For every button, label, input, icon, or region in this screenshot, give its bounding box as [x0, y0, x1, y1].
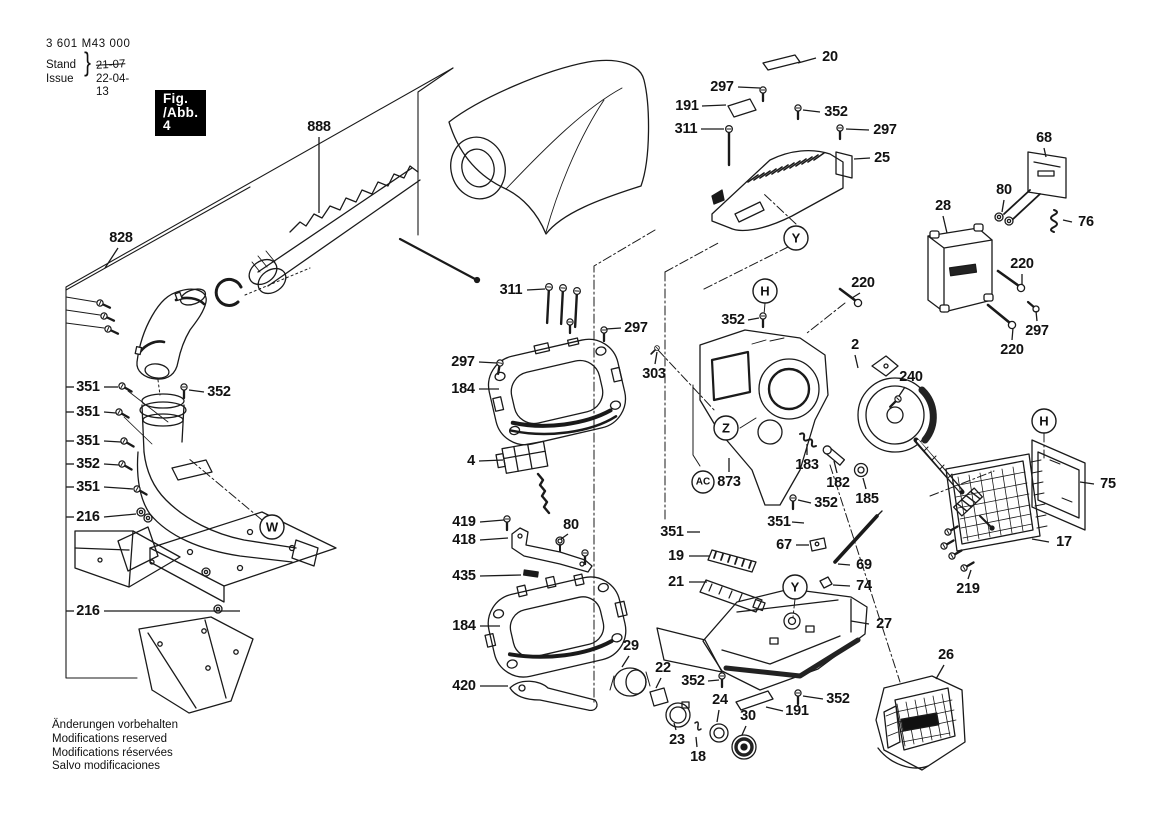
part-label-2: 2 — [851, 337, 859, 353]
part-label-351: 351 — [76, 379, 100, 395]
part-label-435: 435 — [452, 568, 476, 584]
part-label-22: 22 — [655, 660, 671, 676]
callout-AC — [692, 471, 714, 493]
part-label-28: 28 — [935, 198, 951, 214]
part-label-352: 352 — [76, 456, 100, 472]
part-label-67: 67 — [776, 537, 792, 553]
leader-line — [480, 520, 504, 522]
svg-text:Y: Y — [790, 579, 800, 595]
leader-line — [798, 58, 816, 63]
svg-text:Y: Y — [791, 230, 801, 246]
part-label-352: 352 — [207, 384, 231, 400]
notice-en: Modifications reserved — [52, 732, 168, 745]
leader-line — [480, 538, 508, 540]
part-label-184: 184 — [452, 618, 476, 634]
part-label-19: 19 — [668, 548, 684, 564]
leader-line — [846, 129, 869, 130]
part-label-26: 26 — [938, 647, 954, 663]
svg-text:H: H — [760, 283, 770, 299]
part-label-352: 352 — [681, 673, 705, 689]
part-label-311: 311 — [499, 282, 523, 298]
leader-line — [803, 110, 820, 112]
part-label-4: 4 — [467, 453, 475, 469]
notice-de: Änderungen vorbehalten — [52, 719, 178, 731]
leader-line — [803, 696, 823, 699]
leader-line — [622, 656, 629, 667]
leader-line — [834, 461, 837, 473]
part-label-191: 191 — [785, 703, 809, 719]
part-label-219: 219 — [956, 581, 980, 597]
part-label-351: 351 — [767, 514, 791, 530]
part-label-23: 23 — [669, 732, 685, 748]
part-label-352: 352 — [721, 312, 745, 328]
leader-line — [655, 352, 657, 364]
leader-line — [674, 723, 676, 730]
notice-es: Salvo modificaciones — [52, 760, 161, 773]
part-label-297: 297 — [451, 354, 475, 370]
part-label-74: 74 — [856, 578, 872, 594]
leader-line — [863, 478, 866, 489]
leader-line — [656, 678, 661, 688]
leader-line — [968, 570, 971, 579]
leader-line — [1012, 328, 1013, 340]
part-label-873: 873 — [717, 474, 741, 490]
part-label-80: 80 — [996, 182, 1012, 198]
part-label-29: 29 — [623, 638, 639, 654]
part-label-420: 420 — [452, 678, 476, 694]
leader-line — [838, 564, 850, 565]
title-block — [46, 38, 199, 133]
issue-date: 22-04-13 — [96, 72, 130, 98]
part-label-240: 240 — [899, 369, 923, 385]
leader-line — [833, 585, 850, 586]
svg-text:H: H — [1039, 413, 1049, 429]
part-label-828: 828 — [109, 230, 133, 246]
leader-line — [1002, 200, 1004, 212]
revision-block — [46, 47, 199, 133]
revision-brace: } — [84, 47, 91, 77]
leader-line — [742, 726, 746, 735]
callout-H — [753, 279, 777, 303]
leader-line — [717, 710, 719, 722]
callout-W — [260, 515, 284, 539]
part-label-216: 216 — [76, 603, 100, 619]
leader-line — [1036, 311, 1037, 321]
leader-line — [606, 328, 621, 329]
part-label-351: 351 — [76, 433, 100, 449]
part-label-297: 297 — [1025, 323, 1049, 339]
leader-line — [561, 534, 568, 539]
leader-line — [1080, 482, 1094, 484]
part-label-191: 191 — [675, 98, 699, 114]
part-label-419: 419 — [452, 514, 476, 530]
leader-line — [527, 289, 545, 290]
document-number: 3 601 M43 000 — [46, 38, 131, 50]
part-label-352: 352 — [814, 495, 838, 511]
svg-text:AC: AC — [695, 476, 711, 488]
part-label-27: 27 — [876, 616, 892, 632]
part-label-183: 183 — [795, 457, 819, 473]
part-label-297: 297 — [624, 320, 648, 336]
part-label-352: 352 — [824, 104, 848, 120]
part-label-18: 18 — [690, 749, 706, 765]
part-label-216: 216 — [76, 509, 100, 525]
notice-fr: Modifications réservées — [52, 746, 173, 759]
leader-line — [105, 248, 118, 268]
leader-line — [943, 216, 947, 233]
leader-line — [854, 158, 870, 159]
leader-line — [104, 514, 136, 517]
issue-label: Issue — [46, 72, 74, 85]
leader-line — [1063, 220, 1072, 222]
leader-line — [104, 464, 119, 465]
leader-line — [748, 318, 759, 320]
leader-line — [189, 390, 204, 392]
part-label-68: 68 — [1036, 130, 1052, 146]
part-label-351: 351 — [660, 524, 684, 540]
part-label-351: 351 — [76, 404, 100, 420]
leader-line — [104, 441, 121, 442]
part-label-418: 418 — [452, 532, 476, 548]
leader-line — [104, 487, 133, 489]
leader-line — [708, 680, 719, 681]
stand-label: Stand — [46, 59, 77, 71]
part-label-17: 17 — [1056, 534, 1072, 550]
leader-line — [852, 293, 860, 298]
leader-line — [855, 355, 858, 368]
part-label-76: 76 — [1078, 214, 1094, 230]
part-label-25: 25 — [874, 150, 890, 166]
part-label-30: 30 — [740, 708, 756, 724]
svg-text:W: W — [265, 519, 279, 535]
old-revision-date: 21-07 — [95, 58, 126, 72]
leader-line — [1032, 539, 1049, 542]
leader-line — [738, 87, 760, 88]
part-label-24: 24 — [712, 692, 728, 708]
figure-number-box: Fig. /Abb. 4 — [155, 90, 206, 136]
part-label-297: 297 — [710, 79, 734, 95]
leader-line — [899, 387, 905, 396]
part-label-220: 220 — [1010, 256, 1034, 272]
leader-line — [1044, 148, 1046, 157]
leader-line — [766, 707, 783, 711]
part-label-351: 351 — [76, 479, 100, 495]
leader-line — [851, 621, 869, 624]
part-label-220: 220 — [851, 275, 875, 291]
part-label-20: 20 — [822, 49, 838, 65]
callout-Z — [714, 416, 738, 440]
leader-line — [936, 665, 944, 679]
part-label-352: 352 — [826, 691, 850, 707]
part-label-182: 182 — [826, 475, 850, 491]
modification-notice — [52, 719, 178, 774]
part-label-185: 185 — [855, 491, 879, 507]
part-label-80: 80 — [563, 517, 579, 533]
part-label-888: 888 — [307, 119, 331, 135]
leader-line — [798, 500, 811, 503]
part-label-297: 297 — [873, 122, 897, 138]
callout-Y — [783, 575, 807, 599]
leader-line — [792, 522, 804, 523]
leader-line — [480, 575, 521, 576]
leader-line — [696, 737, 697, 747]
part-label-184: 184 — [451, 381, 475, 397]
leader-line — [479, 460, 503, 461]
part-label-75: 75 — [1100, 476, 1116, 492]
callout-H — [1032, 409, 1056, 433]
leader-line — [479, 362, 497, 363]
leader-line — [104, 412, 116, 413]
leader-line — [702, 105, 726, 106]
part-label-311: 311 — [674, 121, 698, 137]
part-label-21: 21 — [668, 574, 684, 590]
svg-text:Z: Z — [722, 420, 730, 436]
part-label-303: 303 — [642, 366, 666, 382]
part-label-69: 69 — [856, 557, 872, 573]
callout-Y — [784, 226, 808, 250]
part-label-220: 220 — [1000, 342, 1024, 358]
